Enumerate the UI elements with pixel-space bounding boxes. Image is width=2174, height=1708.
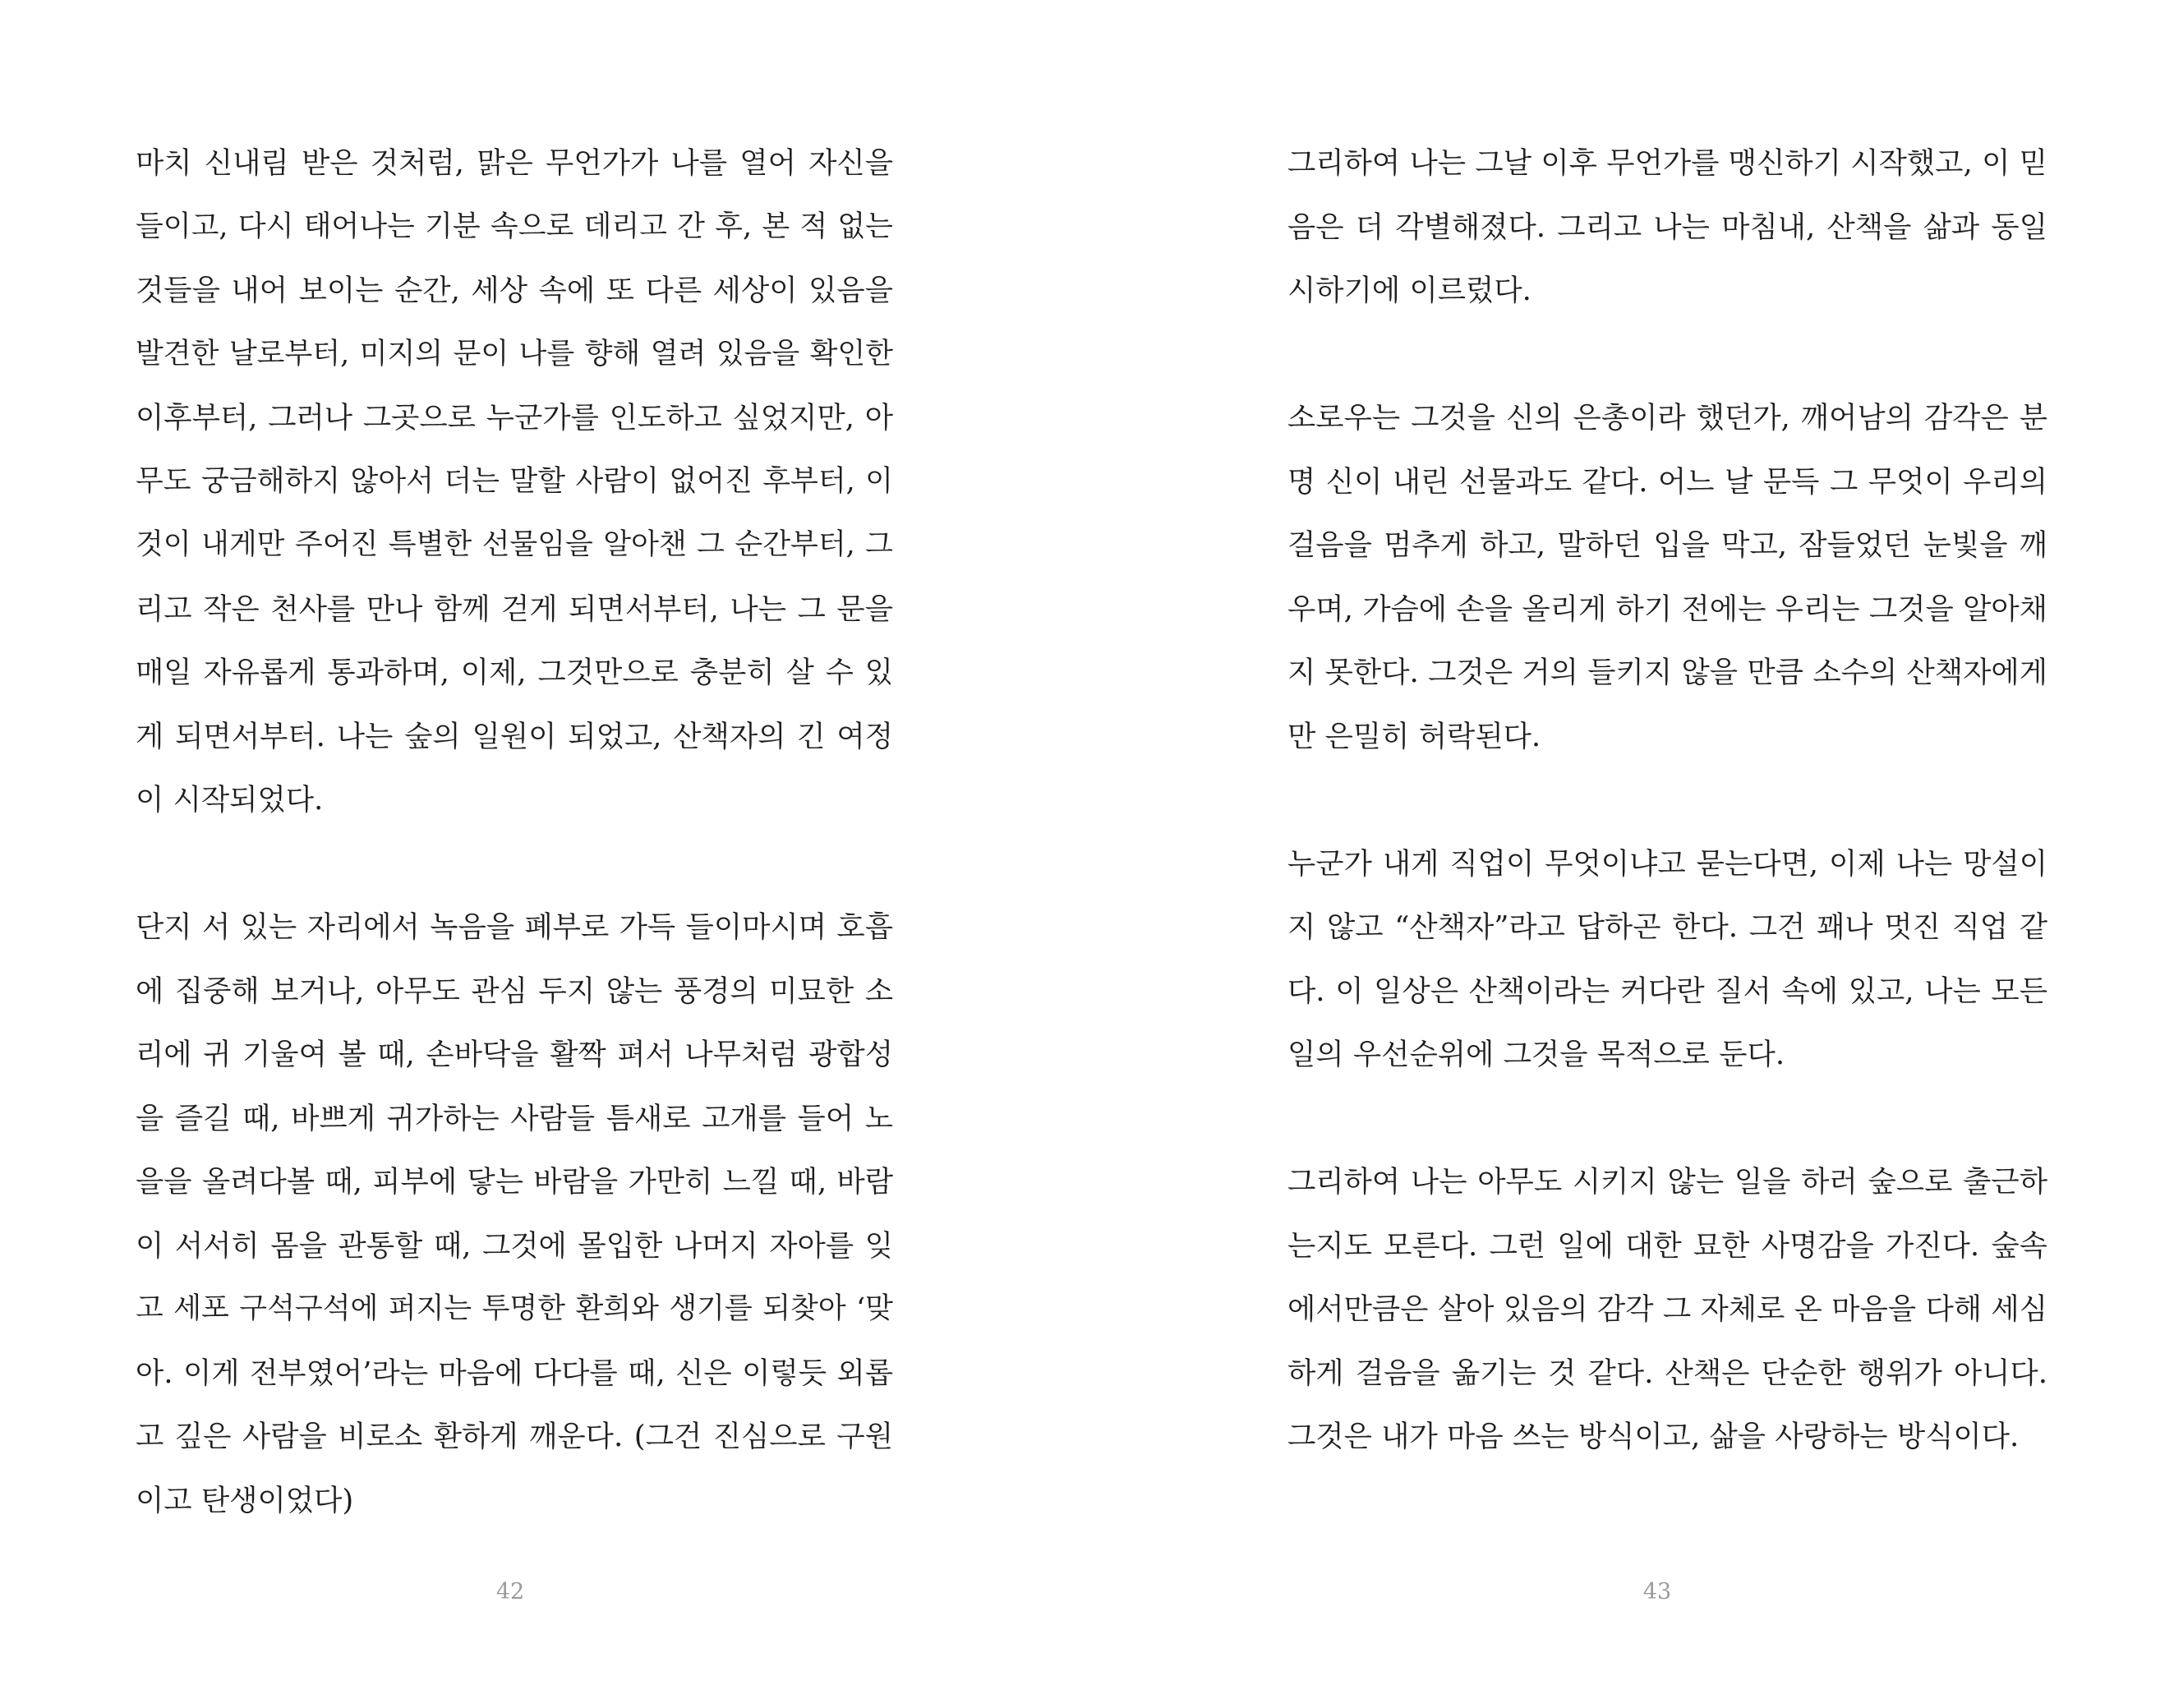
text-line: 는지도 모른다. 그런 일에 대한 묘한 사명감을 가진다. 숲속 xyxy=(1287,1228,2047,1263)
right-page xyxy=(1087,0,2174,1708)
text-line: 게 되면서부터. 나는 숲의 일원이 되었고, 산책자의 긴 여정 xyxy=(136,719,893,753)
text-line: 단지 서 있는 자리에서 녹음을 폐부로 가득 들이마시며 호흡 xyxy=(136,910,893,944)
text-line: 발견한 날로부터, 미지의 문이 나를 향해 열려 있음을 확인한 xyxy=(136,337,893,371)
paragraph-gap xyxy=(1287,323,2047,387)
text-line: 음은 더 각별해졌다. 그리고 나는 마침내, 산책을 삶과 동일 xyxy=(1287,209,2047,244)
text-line: 들이고, 다시 태어나는 기분 속으로 데리고 간 후, 본 적 없는 xyxy=(136,209,893,243)
text-line: 마치 신내림 받은 것처럼, 맑은 무언가가 나를 열어 자신을 xyxy=(136,146,893,180)
text-line: 을 즐길 때, 바쁘게 귀가하는 사람들 틈새로 고개를 들어 노 xyxy=(136,1101,893,1135)
text-line: 아. 이게 전부였어’라는 마음에 다다를 때, 신은 이렇듯 외롭 xyxy=(136,1356,893,1390)
text-line: 그것은 내가 마음 쓰는 방식이고, 삶을 사랑하는 방식이다. xyxy=(1287,1420,2020,1453)
text-line: 지 않고 “산책자”라고 답하곤 한다. 그건 꽤나 멋진 직업 같 xyxy=(1287,910,2047,944)
text-line: 그리하여 나는 그날 이후 무언가를 맹신하기 시작했고, 이 믿 xyxy=(1287,146,2047,180)
paragraph xyxy=(1287,131,2047,323)
text-line: 고 세포 구석구석에 퍼지는 투명한 환희와 생기를 되찾아 ‘맞 xyxy=(136,1292,893,1325)
text-line: 그리하여 나는 아무도 시키지 않는 일을 하러 숲으로 출근하 xyxy=(1287,1165,2047,1199)
text-line: 것이 내게만 주어진 특별한 선물임을 알아챈 그 순간부터, 그 xyxy=(136,528,893,561)
text-line: 일의 우선순위에 그것을 목적으로 둔다. xyxy=(1287,1038,1785,1071)
paragraph xyxy=(136,895,893,1532)
text-line: 이후부터, 그러나 그곳으로 누군가를 인도하고 싶었지만, 아 xyxy=(136,401,893,435)
text-line: 이 시작되었다. xyxy=(136,783,324,817)
text-line: 만 은밀히 허락된다. xyxy=(1287,719,1541,753)
text-line: 것들을 내어 보이는 순간, 세상 속에 또 다른 세상이 있음을 xyxy=(136,274,893,307)
text-line: 무도 궁금해하지 않아서 더는 말할 사람이 없어진 후부터, 이 xyxy=(136,464,893,498)
paragraph xyxy=(136,131,893,832)
text-line: 리에 귀 기울여 볼 때, 손바닥을 활짝 펴서 나무처럼 광합성 xyxy=(136,1038,893,1071)
text-line: 에서만큼은 살아 있음의 감각 그 자체로 온 마음을 다해 세심 xyxy=(1287,1292,2047,1326)
paragraph-gap xyxy=(136,832,893,896)
text-line: 고 깊은 사람을 비로소 환하게 깨운다. (그건 진심으로 구원 xyxy=(136,1420,893,1453)
text-line: 이 서서히 몸을 관통할 때, 그것에 몰입한 나머지 자아를 잊 xyxy=(136,1228,893,1263)
text-line: 우며, 가슴에 손을 올리게 하기 전에는 우리는 그것을 알아채 xyxy=(1287,592,2047,626)
text-line: 을을 올려다볼 때, 피부에 닿는 바람을 가만히 느낄 때, 바람 xyxy=(136,1165,893,1199)
text-line: 지 못한다. 그것은 거의 들키지 않을 만큼 소수의 산책자에게 xyxy=(1287,656,2047,689)
text-line: 걸음을 멈추게 하고, 말하던 입을 막고, 잠들었던 눈빛을 깨 xyxy=(1287,528,2047,562)
text-line: 하게 걸음을 옮기는 것 같다. 산책은 단순한 행위가 아니다. xyxy=(1287,1356,2047,1390)
text-line: 매일 자유롭게 통과하며, 이제, 그것만으로 충분히 살 수 있 xyxy=(136,656,893,689)
text-line: 에 집중해 보거나, 아무도 관심 두지 않는 풍경의 미묘한 소 xyxy=(136,974,893,1008)
text-line: 리고 작은 천사를 만나 함께 걷게 되면서부터, 나는 그 문을 xyxy=(136,592,893,626)
paragraph-gap xyxy=(1287,768,2047,832)
left-page-body xyxy=(136,131,893,1532)
text-line: 소로우는 그것을 신의 은총이라 했던가, 깨어남의 감각은 분 xyxy=(1287,401,2047,435)
text-line: 다. 이 일상은 산책이라는 커다란 질서 속에 있고, 나는 모든 xyxy=(1287,974,2047,1008)
text-line: 명 신이 내린 선물과도 같다. 어느 날 문득 그 무엇이 우리의 xyxy=(1287,464,2047,499)
text-line: 누군가 내게 직업이 무엇이냐고 묻는다면, 이제 나는 망설이 xyxy=(1287,846,2047,881)
paragraph xyxy=(1287,832,2047,1087)
paragraph-gap xyxy=(1287,1087,2047,1151)
page-number: 42 xyxy=(495,1579,525,1604)
right-page-body xyxy=(1287,131,2047,1469)
text-line: 시하기에 이르렀다. xyxy=(1287,274,1531,307)
page-number: 43 xyxy=(1642,1579,1672,1604)
text-line: 이고 탄생이었다) xyxy=(136,1483,354,1517)
paragraph xyxy=(1287,386,2047,768)
paragraph xyxy=(1287,1150,2047,1469)
